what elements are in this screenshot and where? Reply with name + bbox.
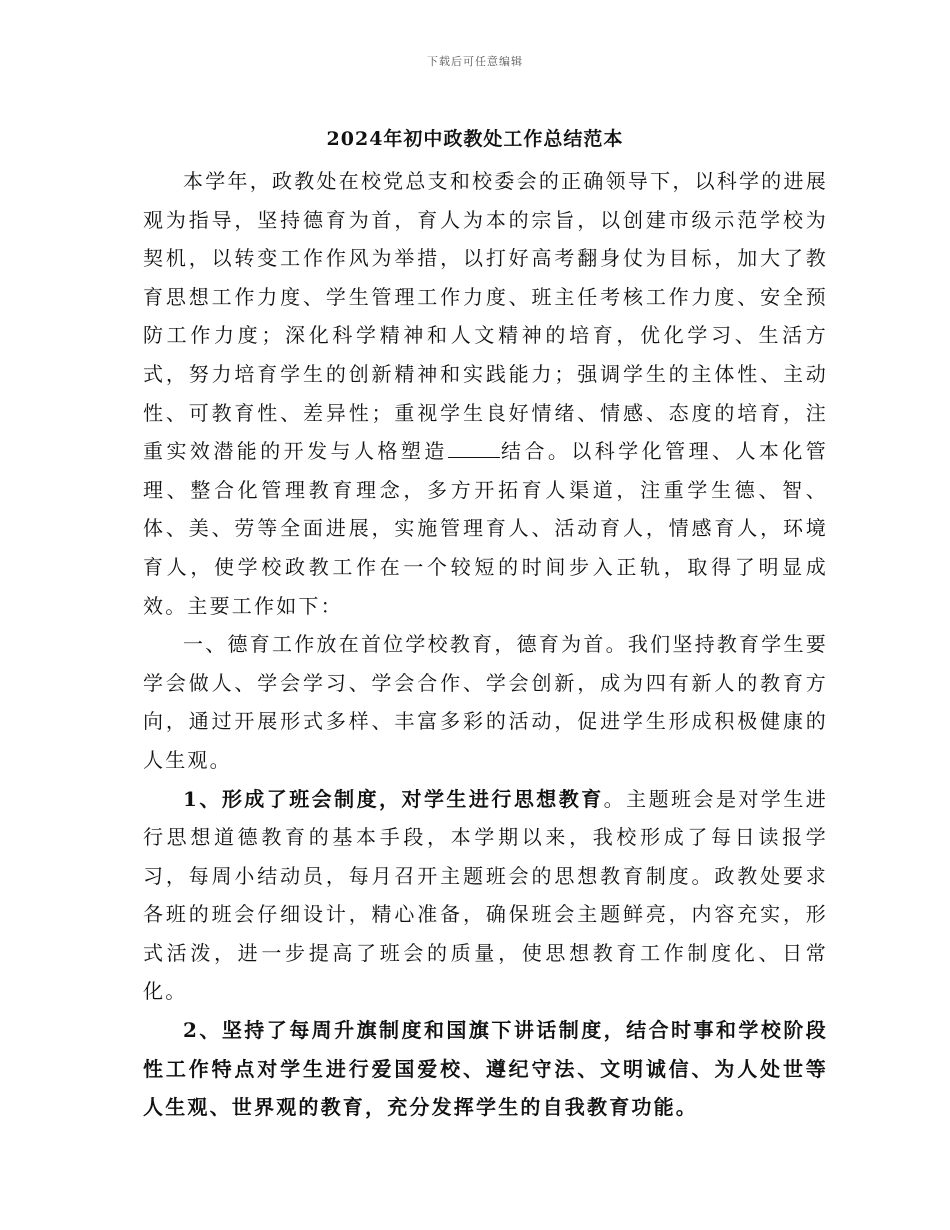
intro-paragraph	[143, 162, 828, 625]
document-title: 2024年初中政教处工作总结范本	[326, 128, 624, 150]
header-note: 下载后可任意编辑	[427, 55, 523, 68]
fill-in-blank	[448, 443, 500, 458]
section-one-paragraph: 一、德育工作放在首位学校教育，德育为首。我们坚持教育学生要学会做人、学会学习、学会合作、学会创新，成为四有新人的教育方向，通过开展形式多样、丰富多彩的活动，促进学生形成积极健康的人生观。	[143, 632, 828, 772]
item-one-heading: 1、形成了班会制度，对学生进行思想教育	[183, 786, 604, 811]
intro-text-part1: 本学年，政教处在校党总支和校委会的正确领导下，以科学的进展观为指导，坚持德育为首，育人为本的宗旨，以创建市级示范学校为契机，以转变工作作风为举措，以打好高考翻身仗为目标，加大了教育思想工作力度、学生管理工作力度、班主任考核工作力度、安全预防工作力度；深化科学精神和人文精神的培育，优化学习、生活方式，努力培育学生的创新精神和实践能力；强调学生的主体性、主动性、可教育性、差异性；重视学生良好情绪、情感、态度的培育，注重实效潜能的开发与人格塑造	[143, 169, 828, 464]
item-one-paragraph	[143, 780, 828, 1012]
item-two-paragraph: 2、坚持了每周升旗制度和国旗下讲话制度，结合时事和学校阶段性工作特点对学生进行爱国爱校、遵纪守法、文明诚信、为人处世等人生观、世界观的教育，充分发挥学生的自我教育功能。	[143, 1018, 828, 1120]
item-one-body: 。主题班会是对学生进行思想道德教育的基本手段，本学期以来，我校形成了每日读报学习，每周小结动员，每月召开主题班会的思想教育制度。政教处要求各班的班会仔细设计，精心准备，确保班会主题鲜亮，内容充实，形式活泼，进一步提高了班会的质量，使思想教育工作制度化、日常化。	[143, 786, 829, 1004]
document-body	[143, 162, 828, 1127]
intro-text-part2: 结合。以科学化管理、人本化管理、整合化管理教育理念，多方开拓育人渠道，注重学生德、智、体、美、劳等全面进展，实施管理育人、活动育人，情感育人，环境育人，使学校政教工作在一个较短的时间步入正轨，取得了明显成效。主要工作如下：	[143, 439, 828, 618]
